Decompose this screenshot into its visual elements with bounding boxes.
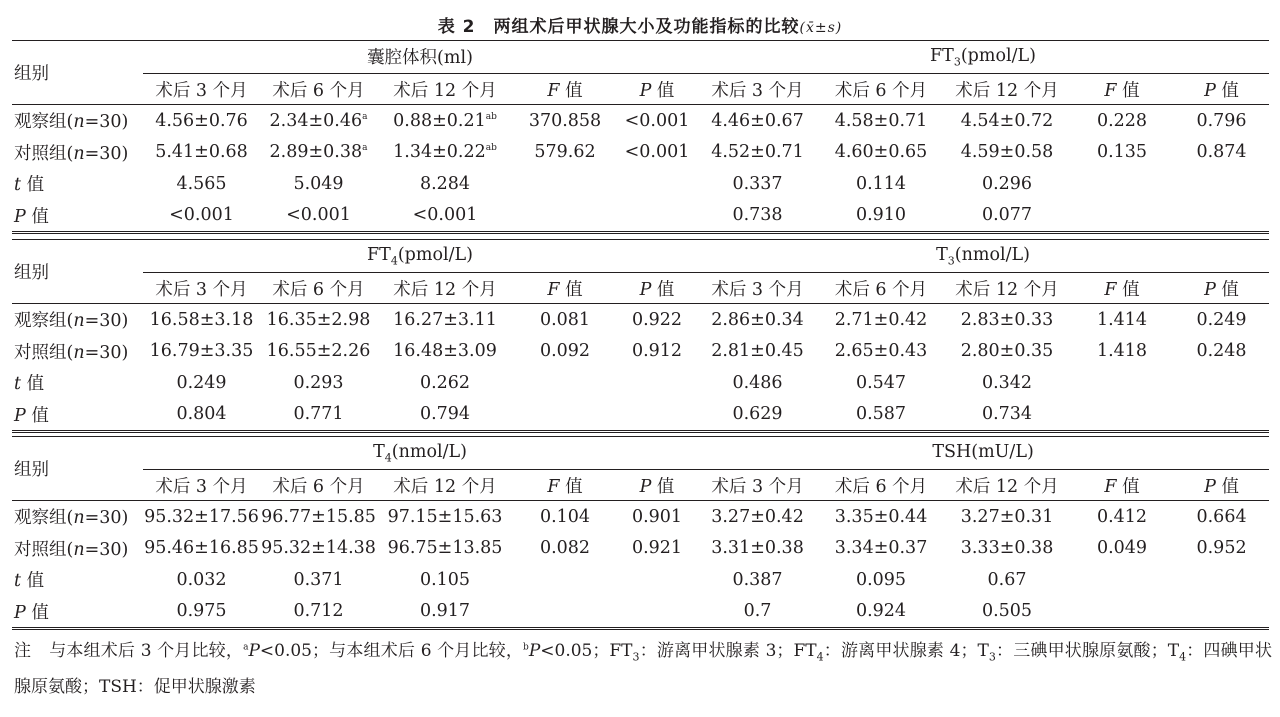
measure-table-1 [12, 40, 1269, 234]
table-cell: 0.796 [1196, 110, 1247, 131]
table-cell: 0.629 [697, 399, 818, 432]
row-label: t 值 [14, 571, 45, 592]
row-label: t 值 [14, 374, 45, 395]
table-cell: 0.114 [855, 173, 907, 194]
table-cell: 3.27±0.31 [960, 506, 1054, 527]
table-cell: 3.27±0.42 [711, 506, 804, 527]
table-cell [1070, 399, 1174, 432]
table-cell: 0.901 [631, 506, 683, 527]
table-cell [1070, 367, 1174, 399]
col-header-m6: 术后 6 个月 [818, 273, 944, 304]
observation-group-row [12, 105, 1269, 137]
table-cell: 2.65±0.43 [834, 341, 928, 362]
table-cell: <0.001 [143, 200, 260, 233]
table-cell: 2.89±0.38$^a$ [269, 142, 368, 163]
table-cell: 8.284 [419, 173, 471, 194]
table-cell: 2.86±0.34 [711, 309, 804, 330]
table-cell: 16.48±3.09 [393, 341, 497, 362]
table-cell: 4.54±0.72 [960, 110, 1054, 131]
measure-title-right: $T_3(nmol/L)$ [697, 240, 1269, 273]
row-label: 观察组(n=30) [14, 508, 129, 529]
table-cell: 16.79±3.35 [149, 341, 254, 362]
col-header-f-value: F 值 [1070, 74, 1174, 105]
table-cell [1070, 168, 1174, 200]
table-cell: 0.228 [1096, 110, 1148, 131]
table-cell: 4.58±0.71 [834, 110, 928, 131]
table-cell: 2.83±0.33 [960, 309, 1054, 330]
table-cell: 0.910 [818, 200, 944, 233]
row-label: 对照组(n=30) [14, 143, 129, 164]
table-cell: 16.35±2.98 [266, 309, 371, 330]
table-cell: 0.371 [293, 569, 344, 590]
col-header-m12: 术后 12 个月 [377, 470, 513, 501]
col-header-m3: 术后 3 个月 [697, 470, 818, 501]
table-cell: 0.952 [1196, 538, 1247, 559]
table-cell: 4.56±0.76 [155, 110, 248, 131]
table-cell: 3.31±0.38 [711, 538, 804, 559]
table-cell: 0.921 [631, 538, 683, 559]
table-cell: 0.67 [987, 569, 1027, 590]
col-header-m12: 术后 12 个月 [944, 273, 1070, 304]
header-row-columns [12, 273, 1269, 304]
col-header-m3: 术后 3 个月 [697, 273, 818, 304]
table-cell: 0.7 [697, 596, 818, 629]
table-cell: 0.104 [539, 506, 591, 527]
table-cell: 0.387 [732, 569, 783, 590]
table-cell [617, 564, 697, 596]
table-cell: 95.32±14.38 [261, 538, 376, 559]
table-cell: 3.35±0.44 [834, 506, 928, 527]
row-label: 观察组(n=30) [14, 112, 129, 133]
table-cell: 0.342 [981, 372, 1033, 393]
group-header: 组别 [12, 240, 143, 304]
col-header-m6: 术后 6 个月 [260, 74, 377, 105]
table-cell: <0.001 [624, 110, 690, 131]
col-header-p-value: P 值 [1174, 74, 1269, 105]
table-cell: 5.41±0.68 [155, 142, 248, 163]
table-cell [1070, 564, 1174, 596]
col-header-m12: 术后 12 个月 [377, 74, 513, 105]
table-cell: 1.418 [1096, 341, 1148, 362]
table-cell [513, 367, 617, 399]
measure-table-3 [12, 436, 1269, 630]
table-cell [1174, 399, 1269, 432]
control-group-row [12, 137, 1269, 169]
header-row-groups [12, 240, 1269, 273]
table-cell: <0.001 [377, 200, 513, 233]
measure-table-2 [12, 239, 1269, 433]
table-cell: 97.15±15.63 [387, 506, 503, 527]
table-cell [1070, 596, 1174, 629]
table-cell: 370.858 [528, 110, 602, 131]
col-header-p-value: P 值 [617, 273, 697, 304]
col-header-m6: 术后 6 个月 [260, 470, 377, 501]
table-cell: 0.296 [981, 173, 1033, 194]
col-header-m6: 术后 6 个月 [818, 74, 944, 105]
table-cell: 0.095 [855, 569, 907, 590]
table-cell: 0.924 [818, 596, 944, 629]
table-cell: 4.52±0.71 [711, 142, 804, 163]
col-header-f-value: F 值 [513, 470, 617, 501]
table-cell: 0.049 [1096, 538, 1148, 559]
row-label: 对照组(n=30) [14, 539, 129, 560]
table-cell: 0.88±0.21$^{ab}$ [393, 110, 497, 131]
group-header: 组别 [12, 41, 143, 105]
col-header-p-value: P 值 [1174, 273, 1269, 304]
col-header-f-value: F 值 [513, 74, 617, 105]
col-header-m12: 术后 12 个月 [944, 470, 1070, 501]
table-title [0, 12, 1280, 37]
table-cell [513, 168, 617, 200]
table-cell: 96.77±15.85 [261, 506, 376, 527]
table-cell: 0.135 [1096, 142, 1148, 163]
table-cell: 16.58±3.18 [149, 309, 254, 330]
row-label: 对照组(n=30) [14, 342, 129, 363]
table-title-text: 表 2 两组术后甲状腺大小及功能指标的比较 [437, 17, 800, 37]
col-header-m3: 术后 3 个月 [143, 470, 260, 501]
table-cell [1174, 168, 1269, 200]
table-cell [1174, 596, 1269, 629]
table-cell: 0.486 [732, 372, 783, 393]
table-cell: 0.249 [176, 372, 227, 393]
table-footnote [14, 632, 1272, 703]
table-cell: 16.27±3.11 [393, 309, 497, 330]
footnote-text: 与本组术后 3 个月比较，$^a$P<0.05；与本组术后 6 个月比较，$^b$P<0.05；$FT_3$：游离甲状腺素 3；$FT_4$：游离甲状腺素 4；$T_3$：三碘甲状腺原氨酸；$T_4$：四碘甲状腺原氨酸；TSH：促甲状腺激素 [14, 640, 1272, 698]
table-cell [513, 596, 617, 629]
table-cell [617, 367, 697, 399]
table-cell: 0.412 [1096, 506, 1148, 527]
col-header-f-value: F 值 [1070, 470, 1174, 501]
table-cell: 0.092 [539, 341, 591, 362]
table-cell [1174, 367, 1269, 399]
table-cell: 0.249 [1196, 309, 1247, 330]
row-label: P 值 [12, 200, 143, 233]
table-cell [513, 564, 617, 596]
table-cell [1174, 200, 1269, 233]
t-value-row [12, 168, 1269, 200]
table-cell: 0.664 [1196, 506, 1247, 527]
table-title-symbol: (x̄±s) [799, 20, 843, 36]
table-cell: 0.248 [1196, 341, 1247, 362]
table-cell: 1.34±0.22$^{ab}$ [393, 142, 497, 163]
control-group-row [12, 336, 1269, 368]
group-header: 组别 [12, 437, 143, 501]
measure-title-left: $FT_4(pmol/L)$ [143, 240, 697, 273]
table-cell: <0.001 [260, 200, 377, 233]
row-label: 观察组(n=30) [14, 311, 129, 332]
header-row-columns [12, 470, 1269, 501]
col-header-m3: 术后 3 个月 [143, 74, 260, 105]
table-cell: 4.565 [176, 173, 227, 194]
table-cell: 0.077 [944, 200, 1070, 233]
table-cell: 4.60±0.65 [834, 142, 928, 163]
table-cell: 96.75±13.85 [387, 538, 503, 559]
table-cell: 0.771 [260, 399, 377, 432]
col-header-p-value: P 值 [617, 74, 697, 105]
col-header-m12: 术后 12 个月 [377, 273, 513, 304]
t-value-row [12, 564, 1269, 596]
table-cell: 0.922 [631, 309, 683, 330]
table-cell: 1.414 [1096, 309, 1148, 330]
table-cell: 2.71±0.42 [834, 309, 928, 330]
measure-title-right: TSH(mU/L) [697, 437, 1269, 470]
p-value-row [12, 596, 1269, 629]
table-cell: 3.33±0.38 [960, 538, 1054, 559]
table-cell: 16.55±2.26 [266, 341, 371, 362]
table-cell: 0.105 [419, 569, 471, 590]
table-cell: 0.032 [176, 569, 227, 590]
col-header-m3: 术后 3 个月 [697, 74, 818, 105]
measure-title-left: 囊腔体积(ml) [143, 41, 697, 74]
header-row-groups [12, 437, 1269, 470]
table-cell: 4.59±0.58 [960, 142, 1054, 163]
table-cell: 95.46±16.85 [144, 538, 259, 559]
col-header-m6: 术后 6 个月 [818, 470, 944, 501]
table-cell: 0.293 [293, 372, 344, 393]
table-cell: 95.32±17.56 [144, 506, 259, 527]
table-cell: 0.975 [143, 596, 260, 629]
table-cell [1070, 200, 1174, 233]
col-header-f-value: F 值 [1070, 273, 1174, 304]
p-value-row [12, 399, 1269, 432]
table-cell: 579.62 [534, 142, 596, 163]
col-header-f-value: F 值 [513, 273, 617, 304]
header-row-columns [12, 74, 1269, 105]
table-cell: 0.082 [539, 538, 591, 559]
table-cell: 3.34±0.37 [834, 538, 928, 559]
header-row-groups [12, 41, 1269, 74]
table-cell: 0.804 [143, 399, 260, 432]
row-label: t 值 [14, 175, 45, 196]
table-cell: 0.734 [944, 399, 1070, 432]
table-cell [617, 399, 697, 432]
table-cell: 0.505 [944, 596, 1070, 629]
table-cell: 5.049 [293, 173, 344, 194]
table-cell: 0.712 [260, 596, 377, 629]
table-cell: 0.912 [631, 341, 683, 362]
table-cell [1174, 564, 1269, 596]
table-cell: 0.917 [377, 596, 513, 629]
measure-title-right: $FT_3(pmol/L)$ [697, 41, 1269, 74]
col-header-p-value: P 值 [1174, 470, 1269, 501]
table-cell: 0.587 [818, 399, 944, 432]
col-header-p-value: P 值 [617, 470, 697, 501]
t-value-row [12, 367, 1269, 399]
table-cell: 0.794 [377, 399, 513, 432]
table-cell: 4.46±0.67 [711, 110, 804, 131]
measure-title-left: $T_4(nmol/L)$ [143, 437, 697, 470]
col-header-m3: 术后 3 个月 [143, 273, 260, 304]
table-cell [513, 200, 617, 233]
footnote-lead: 注 [14, 640, 32, 661]
table-cell: 0.081 [539, 309, 591, 330]
table-cell: 0.262 [419, 372, 471, 393]
table-cell: 0.874 [1196, 142, 1247, 163]
p-value-row [12, 200, 1269, 233]
table-cell: <0.001 [624, 142, 690, 163]
table-cell: 2.34±0.46$^a$ [269, 110, 368, 131]
table-cell [513, 399, 617, 432]
control-group-row [12, 533, 1269, 565]
col-header-m6: 术后 6 个月 [260, 273, 377, 304]
table-cell: 0.337 [732, 173, 783, 194]
row-label: P 值 [12, 399, 143, 432]
table-cell: 0.738 [697, 200, 818, 233]
table-cell: 2.80±0.35 [960, 341, 1054, 362]
table-cell [617, 168, 697, 200]
table-cell [617, 200, 697, 233]
col-header-m12: 术后 12 个月 [944, 74, 1070, 105]
observation-group-row [12, 501, 1269, 533]
table-cell [617, 596, 697, 629]
table-cell: 2.81±0.45 [711, 341, 804, 362]
table-cell: 0.547 [855, 372, 907, 393]
observation-group-row [12, 304, 1269, 336]
row-label: P 值 [12, 596, 143, 629]
